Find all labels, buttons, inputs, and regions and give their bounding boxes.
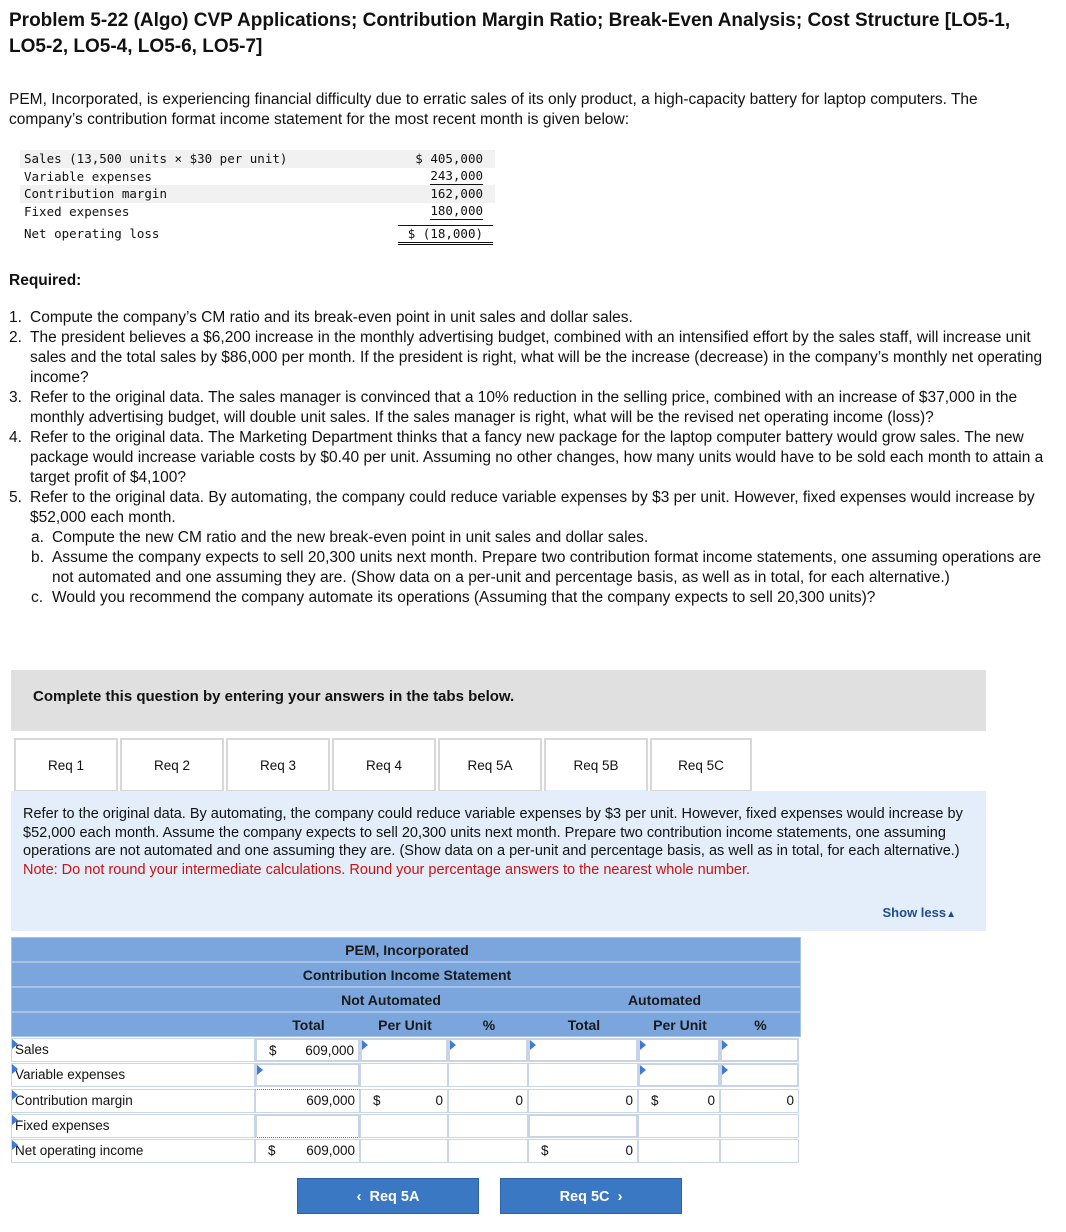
col-per-unit-na: Per Unit <box>378 1017 432 1033</box>
col-total-na: Total <box>292 1017 325 1033</box>
worksheet-group-row <box>11 987 801 1012</box>
sub-text: Assume the company expects to sell 20,300 units next month. Prepare two contribution format income statements, one assuming operations are not automated and one assuming they are. (Show data on a per-unit and percentage basis, as well as in total, for each alternative.) <box>52 549 1042 586</box>
flag-icon <box>640 1065 646 1075</box>
tab-req-1[interactable]: Req 1 <box>14 738 118 792</box>
input-variable-total-na[interactable] <box>255 1063 360 1087</box>
cell-fixed-pct-a <box>720 1114 799 1138</box>
cell-variable-per-unit-na <box>360 1063 448 1087</box>
input-sales-total-a[interactable] <box>528 1038 638 1062</box>
is-value: $ 405,000 <box>415 151 483 166</box>
is-row-sales <box>20 150 495 168</box>
is-row-fixed <box>20 203 495 221</box>
group-not-automated: Not Automated <box>341 992 441 1008</box>
sub-requirement-item <box>9 588 1054 608</box>
is-label: Sales (13,500 units × $30 per unit) <box>24 151 288 166</box>
next-req-label: Req 5C <box>559 1189 610 1205</box>
row-label-variable[interactable]: Variable expenses <box>11 1063 255 1087</box>
input-sales-total-na[interactable]: $ 609,000 <box>255 1038 360 1062</box>
instructions-text: Refer to the original data. By automating, the company could reduce variable expenses by $3 per unit. However, fixed expenses would increase by $52,000 each month. Assume the company expects to sell 20,300 units next month. Prepare two contribution income statements, one assuming operations are not automated and one assuming they are. (Show data on a per-unit and percentage basis, as well as in total, for each alternative.) <box>23 806 963 859</box>
sub-text: Compute the new CM ratio and the new break-even point in unit sales and dollar sales. <box>52 529 649 546</box>
is-label: Contribution margin <box>24 186 167 201</box>
cell-fixed-pct-na <box>448 1114 528 1138</box>
worksheet-statement-row <box>11 962 801 987</box>
worksheet-company-row <box>11 937 801 962</box>
flag-icon <box>640 1040 646 1050</box>
income-statement <box>20 150 495 243</box>
is-label: Fixed expenses <box>24 203 130 219</box>
flag-icon <box>362 1040 368 1050</box>
is-value: 180,000 <box>430 202 483 218</box>
is-value: 162,000 <box>430 186 483 201</box>
requirements-list <box>9 308 1054 608</box>
flag-icon <box>12 1039 18 1049</box>
requirement-item <box>9 308 1054 328</box>
cell-cm-per-unit-na: $ 0 <box>360 1089 448 1113</box>
row-label-fixed[interactable]: Fixed expenses <box>11 1114 255 1138</box>
requirement-item <box>9 388 1054 428</box>
chevron-left-icon: ‹ <box>356 1189 362 1205</box>
sub-num: a. <box>31 529 44 546</box>
req-text: The president believes a $6,200 increase in the monthly advertising budget, combined with an intensified effort by the sales staff, will increase unit sales and the total sales by $86,000 per month. If the president is right, what will be the increase (decrease) in the company’s monthly net operating income? <box>30 329 1043 386</box>
is-row-cm <box>20 185 495 203</box>
flag-icon <box>450 1040 456 1050</box>
flag-icon <box>12 1090 18 1100</box>
requirement-item <box>9 328 1054 388</box>
req-num: 4. <box>9 429 22 446</box>
tab-req-3[interactable]: Req 3 <box>226 738 330 792</box>
input-fixed-total-a[interactable] <box>528 1114 638 1138</box>
req-num: 3. <box>9 389 22 406</box>
tab-req-5c[interactable]: Req 5C <box>650 738 752 792</box>
cell-net-total-a: $ 0 <box>528 1139 638 1163</box>
input-variable-pct-a[interactable] <box>720 1063 799 1087</box>
required-heading: Required: <box>9 272 82 289</box>
statement-name: Contribution Income Statement <box>302 967 512 983</box>
cell-cm-per-unit-a: $ 0 <box>638 1089 720 1113</box>
input-sales-per-unit-na[interactable] <box>360 1038 448 1062</box>
col-pct-na: % <box>482 1017 496 1033</box>
cell-fixed-per-unit-a <box>638 1114 720 1138</box>
col-total-a: Total <box>567 1017 601 1033</box>
req-text: Compute the company’s CM ratio and its break-even point in unit sales and dollar sales. <box>30 309 633 326</box>
input-fixed-total-na[interactable] <box>255 1114 360 1138</box>
problem-intro: PEM, Incorporated, is experiencing financial difficulty due to erratic sales of its only product, a high-capacity battery for laptop computers. The company’s contribution format income statement for the most recent month is given below: <box>9 91 978 128</box>
is-row-variable <box>20 168 495 186</box>
requirement-item <box>9 428 1054 488</box>
tab-req-5a[interactable]: Req 5A <box>438 738 542 792</box>
requirement-item <box>9 488 1054 528</box>
req-num: 2. <box>9 329 22 346</box>
cell-cm-total-a: 0 <box>528 1089 638 1113</box>
flag-icon <box>722 1065 728 1075</box>
banner-text: Complete this question by entering your answers in the tabs below. <box>33 688 515 705</box>
is-value: $ (18,000) <box>398 225 493 245</box>
sub-num: b. <box>31 549 44 566</box>
tab-req-4[interactable]: Req 4 <box>332 738 436 792</box>
input-sales-pct-na[interactable] <box>448 1038 528 1062</box>
flag-icon <box>12 1115 18 1125</box>
cell-variable-total-a <box>528 1063 638 1087</box>
input-sales-per-unit-a[interactable] <box>638 1038 720 1062</box>
tab-req-5b[interactable]: Req 5B <box>544 738 648 792</box>
show-less-link[interactable] <box>883 905 956 920</box>
next-req-button[interactable] <box>500 1178 682 1214</box>
flag-icon <box>12 1140 18 1150</box>
cell-net-pct-a <box>720 1139 799 1163</box>
sub-text: Would you recommend the company automate its operations (Assuming that the company expects to sell 20,300 units)? <box>52 589 876 606</box>
income-worksheet <box>11 937 801 1167</box>
cell-net-pct-na <box>448 1139 528 1163</box>
row-label-sales[interactable]: Sales <box>11 1038 255 1062</box>
req-num: 5. <box>9 489 22 506</box>
row-label-net-income[interactable]: Net operating income <box>11 1139 255 1163</box>
group-automated: Automated <box>627 992 702 1008</box>
input-sales-pct-a[interactable] <box>720 1038 799 1062</box>
flag-icon <box>530 1040 536 1050</box>
rounding-note: Note: Do not round your intermediate calculations. Round your percentage answers to the nearest whole number. <box>23 861 751 878</box>
worksheet-column-row <box>11 1012 801 1037</box>
cell-cm-total-na: 609,000 <box>255 1089 360 1113</box>
row-label-cm[interactable]: Contribution margin <box>11 1089 255 1113</box>
req-text: Refer to the original data. The Marketing Department thinks that a fancy new package for the laptop computer battery would grow sales. The new package would increase variable costs by $0.40 per unit. Assuming no other changes, how many units would have to be sold each month to attain a target profit of $4,100? <box>30 429 1044 486</box>
is-value: 243,000 <box>430 167 483 183</box>
sub-requirement-item <box>9 548 1054 588</box>
col-per-unit-a: Per Unit <box>653 1017 707 1033</box>
flag-icon <box>257 1065 263 1075</box>
is-label: Net operating loss <box>24 226 160 241</box>
sub-num: c. <box>31 589 44 606</box>
prev-req-label: Req 5A <box>369 1189 420 1205</box>
company-name: PEM, Incorporated <box>345 942 469 958</box>
flag-icon <box>12 1064 18 1074</box>
is-row-net <box>20 225 495 243</box>
cell-net-total-na: $ 609,000 <box>255 1139 360 1163</box>
req-text: Refer to the original data. The sales manager is convinced that a 10% reduction in the selling price, combined with an increase of $37,000 in the monthly advertising budget, will double unit sales. If the sales manager is right, what will be the revised net operating income (loss)? <box>30 389 1018 426</box>
triangle-up-icon: ▲ <box>946 909 956 920</box>
is-label: Variable expenses <box>24 168 152 184</box>
cell-net-per-unit-na <box>360 1139 448 1163</box>
prev-req-button[interactable] <box>297 1178 479 1214</box>
req-text: Refer to the original data. By automating, the company could reduce variable expenses by $3 per unit. However, fixed expenses would increase by $52,000 each month. <box>30 489 1035 526</box>
show-less-label: Show less <box>882 905 947 920</box>
cell-variable-pct-na <box>448 1063 528 1087</box>
sub-requirement-item <box>9 528 1054 548</box>
req-num: 1. <box>9 309 22 326</box>
input-variable-per-unit-a[interactable] <box>638 1063 720 1087</box>
tab-panel <box>11 791 986 931</box>
col-pct-a: % <box>754 1017 767 1033</box>
cell-fixed-per-unit-na <box>360 1114 448 1138</box>
panel-instructions <box>23 805 978 879</box>
problem-title: Problem 5-22 (Algo) CVP Applications; Contribution Margin Ratio; Break-Even Analysis; Cost Structure [LO5-1, LO5-2, LO5-4, LO5-6, LO5-7] <box>9 10 1011 57</box>
instruction-banner <box>11 670 986 731</box>
cell-cm-pct-na: 0 <box>448 1089 528 1113</box>
tab-req-2[interactable]: Req 2 <box>120 738 224 792</box>
flag-icon <box>722 1040 728 1050</box>
cell-net-per-unit-a <box>638 1139 720 1163</box>
chevron-right-icon: › <box>617 1189 623 1205</box>
cell-cm-pct-a: 0 <box>720 1089 799 1113</box>
